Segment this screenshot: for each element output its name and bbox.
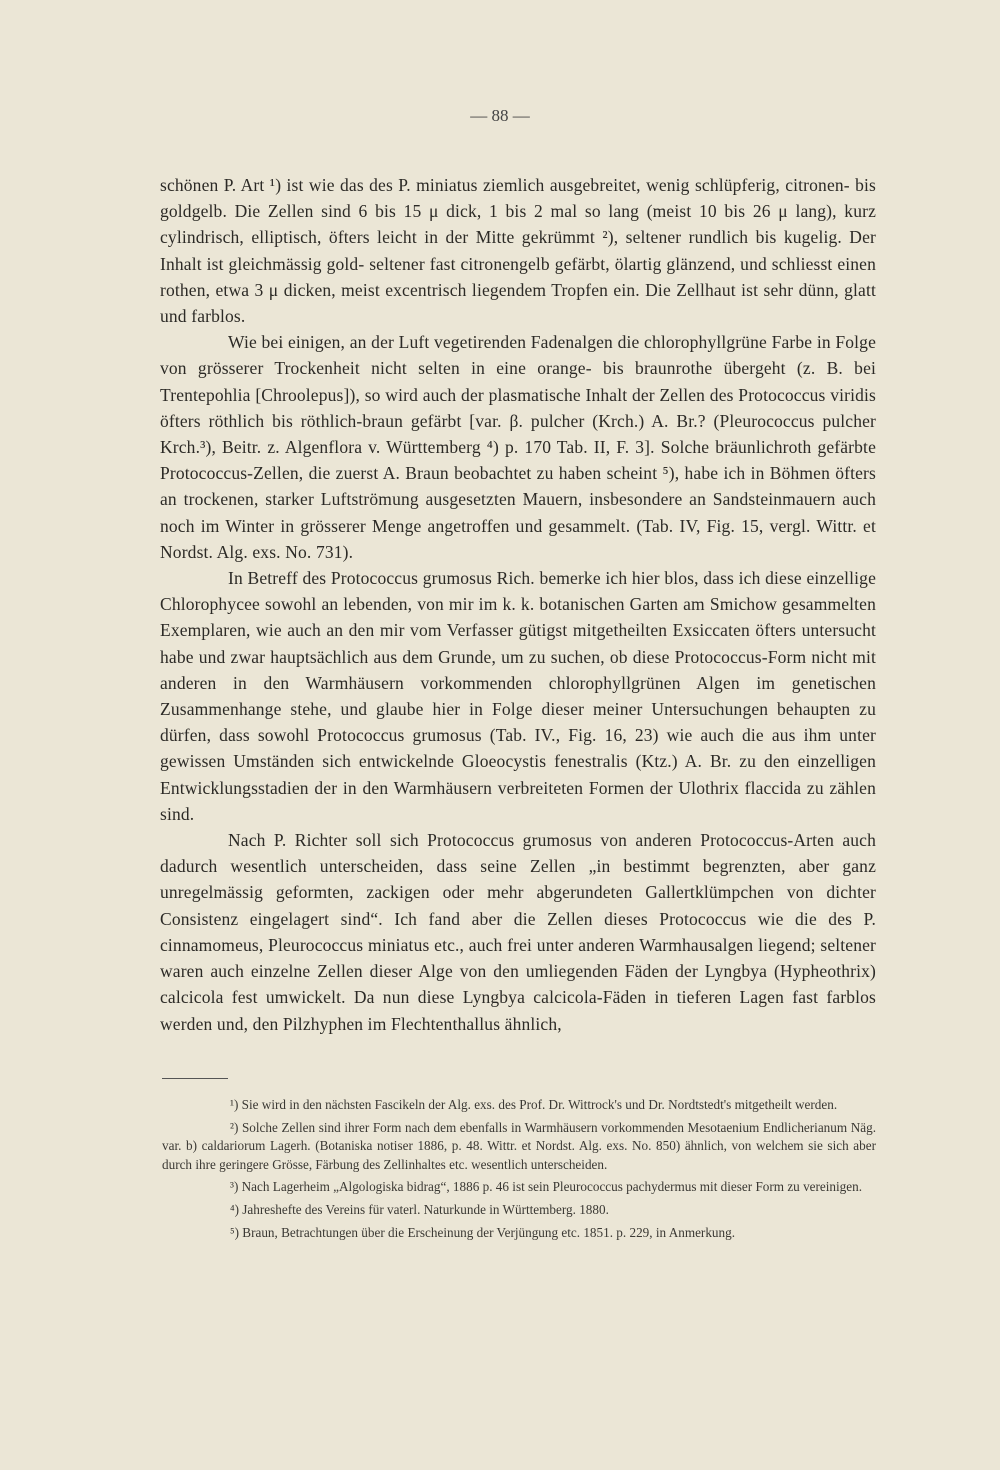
- paragraph-2: Wie bei einigen, an der Luft vegetirenden Fadenalgen die chlorophyllgrüne Farbe in Folge von grösserer Trockenheit nicht selten in eine orange- bis braunrothe übergeht (z. B. bei Trentepohlia [Chroolepus]), so wird auch der plasmatische Inhalt der Zellen des Protococcus viridis öfters röthlich bis röthlich-braun gefärbt [var. β. pulcher (Krch.) A. Br.? (Pleurococcus pulcher Krch.³), Beitr. z. Algenflora v. Württemberg ⁴) p. 170 Tab. II, F. 3]. Solche bräunlichroth gefärbte Protococcus-Zellen, die zuerst A. Braun beobachtet zu haben scheint ⁵), habe ich in Böhmen öfters an trockenen, starker Luftströmung ausgesetzten Mauern, insbesondere an Sandsteinmauern auch noch im Winter in grösserer Menge angetroffen und gesammelt. (Tab. IV, Fig. 15, vergl. Wittr. et Nordst. Alg. exs. No. 731).: [160, 332, 876, 562]
- footnote-divider: [162, 1078, 228, 1079]
- footnotes: [162, 1096, 876, 1246]
- page-number: — 88 —: [470, 106, 530, 125]
- main-text: [160, 172, 876, 1037]
- paragraph-1: schönen P. Art ¹) ist wie das des P. miniatus ziemlich ausgebreitet, wenig schlüpferig, citronen- bis goldgelb. Die Zellen sind 6 bis 15 μ dick, 1 bis 2 mal so lang (meist 10 bis 26 μ lang), kurz cylindrisch, elliptisch, öfters leicht in der Mitte gekrümmt ²), seltener rundlich bis kugelig. Der Inhalt ist gleichmässig gold- seltener fast citronengelb gefärbt, ölartig glänzend, und schliesst einen rothen, etwa 3 μ dicken, meist excentrisch liegendem Tropfen ein. Die Zellhaut ist sehr dünn, glatt und farblos.: [160, 175, 876, 327]
- footnote-3: ³) Nach Lagerheim „Algologiska bidrag“, 1886 p. 46 ist sein Pleurococcus pachydermus mit dieser Form zu vereinigen.: [230, 1179, 863, 1195]
- paragraph-3: In Betreff des Protococcus grumosus Rich. bemerke ich hier blos, dass ich diese einzellige Chlorophycee sowohl an lebenden, von mir im k. k. botanischen Garten am Smichow gesammelten Exemplaren, wie auch an den mir vom Verfasser gütigst mitgetheilten Exsiccaten öfters untersucht habe und zwar hauptsächlich aus dem Grunde, um zu suchen, ob diese Protococcus-Form nicht mit anderen in den Warmhäusern vorkommenden chlorophyllgrünen Algen im genetischen Zusammenhange stehe, und glaube hier in Folge dieser meiner Untersuchungen behaupten zu dürfen, dass sowohl Protococcus grumosus (Tab. IV., Fig. 16, 23) wie auch die aus ihm unter gewissen Umständen sich entwickelnde Gloeocystis fenestralis (Ktz.) A. Br. zu den einzelligen Entwicklungsstadien der in den Warmhäusern verbreiteten Formen der Ulothrix flaccida zu zählen sind.: [160, 568, 876, 824]
- paragraph-4: Nach P. Richter soll sich Protococcus grumosus von anderen Protococcus-Arten auch dadurch wesentlich unterscheiden, dass seine Zellen „in bestimmt begrenzten, aber ganz unregelmässig geformten, zackigen oder mehr abgerundeten Gallertklümpchen von dichter Consistenz eingelagert sind“. Ich fand aber die Zellen dieses Protococcus wie die des P. cinnamomeus, Pleurococcus miniatus etc., auch frei unter anderen Warmhausalgen liegend; seltener waren auch einzelne Zellen dieser Alge von den umliegenden Fäden der Lyngbya (Hypheothrix) calcicola fest umwickelt. Da nun diese Lyngbya calcicola-Fäden in tieferen Lagen fast farblos werden und, den Pilzhyphen im Flechtenthallus ähnlich,: [160, 830, 876, 1034]
- footnote-5: ⁵) Braun, Betrachtungen über die Erscheinung der Verjüngung etc. 1851. p. 229, in Anmerkung.: [230, 1224, 735, 1240]
- footnote-4: ⁴) Jahreshefte des Vereins für vaterl. Naturkunde in Württemberg. 1880.: [230, 1201, 609, 1217]
- footnote-2: ²) Solche Zellen sind ihrer Form nach dem ebenfalls in Warmhäusern vorkommenden Mesotaenium Endlicherianum Näg. var. b) caldariorum Lagerh. (Botaniska notiser 1886, p. 48. Wittr. et Nordst. Alg. exs. No. 850) ähnlich, von welchem sie sich aber durch ihre geringere Grösse, Färbung des Zellinhaltes etc. wesentlich unterscheiden.: [162, 1119, 876, 1172]
- footnote-1: ¹) Sie wird in den nächsten Fascikeln der Alg. exs. des Prof. Dr. Wittrock's und Dr. Nordtstedt's mitgetheilt werden.: [230, 1097, 838, 1112]
